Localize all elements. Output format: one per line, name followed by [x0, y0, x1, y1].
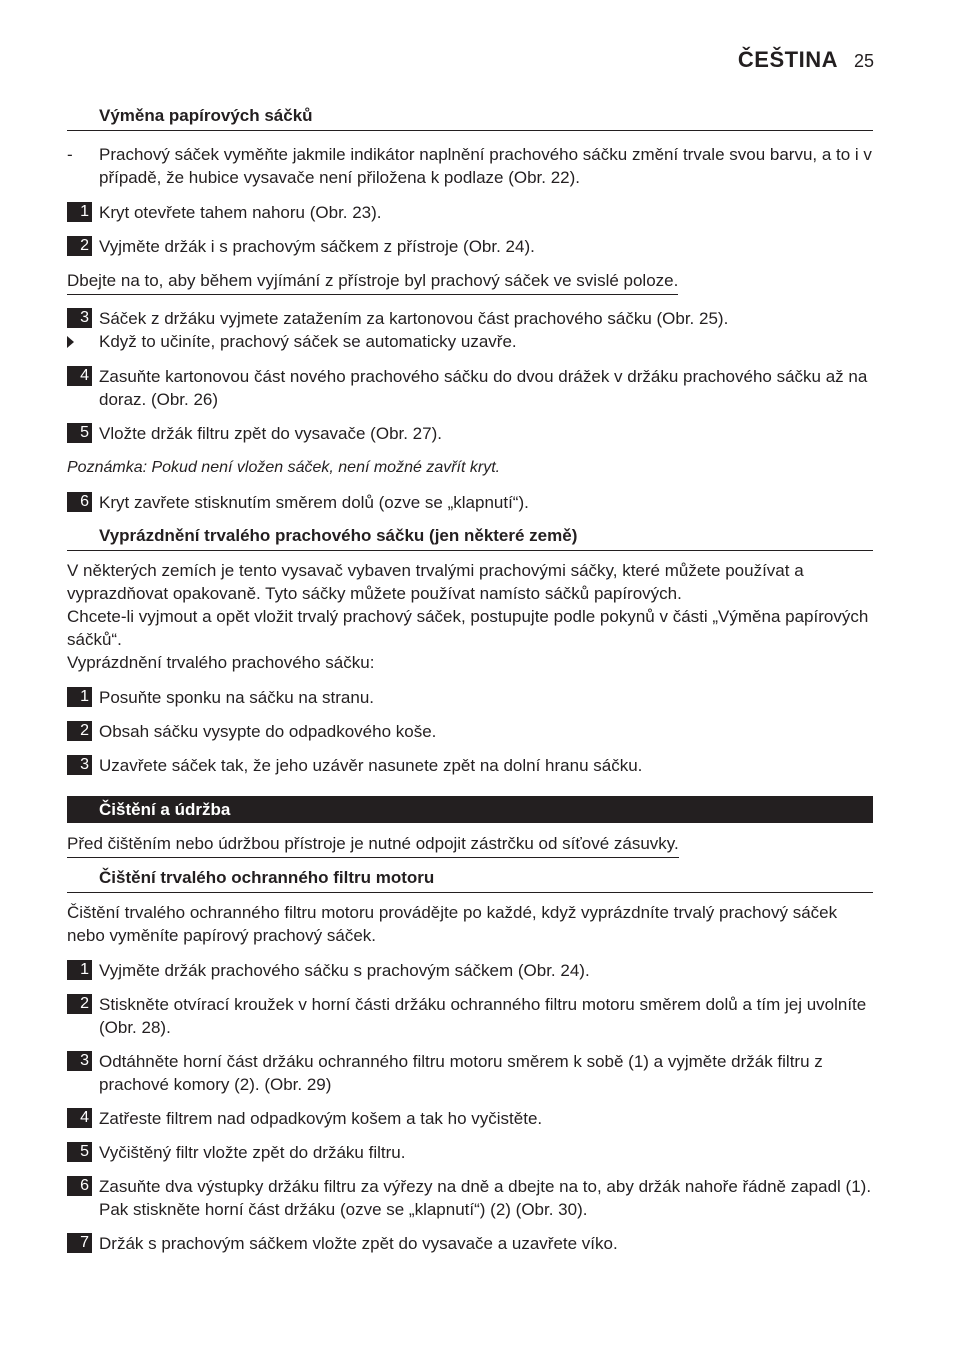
- step-text: Držák s prachovým sáčkem vložte zpět do vysavače a uzavřete víko.: [99, 1234, 618, 1253]
- step-number: 4: [67, 1108, 92, 1128]
- step-item: [67, 993, 873, 1039]
- step-number: 6: [67, 492, 92, 512]
- step-text: Vyjměte držák prachového sáčku s prachovým sáčkem (Obr. 24).: [99, 961, 590, 980]
- step-text: Odtáhněte horní část držáku ochranného filtru motoru směrem k sobě (1) a vyjměte držák filtru z prachové komory (2). (Obr. 29): [99, 1052, 823, 1094]
- step-item: [67, 491, 873, 514]
- paragraph: Vyprázdnění trvalého prachového sáčku:: [67, 653, 375, 672]
- step-item: [67, 201, 873, 224]
- step-text: Kryt zavřete stisknutím směrem dolů (ozve se „klapnutí“).: [99, 493, 529, 512]
- step-item: [67, 235, 873, 258]
- step-text: Vložte držák filtru zpět do vysavače (Obr. 27).: [99, 424, 442, 443]
- step-item: [67, 959, 873, 982]
- step-number: 2: [67, 236, 92, 256]
- paragraph: Chcete-li vyjmout a opět vložit trvalý prachový sáček, postupujte podle pokynů v části „Výměna papírových sáčků“.: [67, 607, 869, 649]
- page-header: [738, 47, 874, 75]
- step-text: Sáček z držáku vyjmete zatažením za kartonovou část prachového sáčku (Obr. 25).: [99, 309, 729, 328]
- section-title-cleaning: Čištění a údržba: [67, 796, 873, 823]
- step-number: 3: [67, 308, 92, 328]
- step-number: 3: [67, 1051, 92, 1071]
- warning-text: Před čištěním nebo údržbou přístroje je nutné odpojit zástrčku od síťové zásuvky.: [67, 832, 679, 858]
- step-number: 2: [67, 994, 92, 1014]
- step-number: 4: [67, 366, 92, 386]
- paragraph: Čištění trvalého ochranného filtru motoru provádějte po každé, když vyprázdníte trvalý prachový sáček nebo vyměníte papírový prachový sáček.: [67, 903, 838, 945]
- warning-text: Dbejte na to, aby během vyjímání z přístroje byl prachový sáček ve svislé poloze.: [67, 269, 678, 295]
- section-title-paper-bags: Výměna papírových sáčků: [67, 104, 873, 131]
- step-number: 6: [67, 1176, 92, 1196]
- step-number: 5: [67, 423, 92, 443]
- paragraph: V některých zemích je tento vysavač vybaven trvalými prachovými sáčky, které můžete používat a vyprazdňovat opakovaně. Tyto sáčky můžete používat namísto sáčků papírových.: [67, 561, 804, 603]
- step-item: [67, 1107, 873, 1130]
- step-number: 3: [67, 755, 92, 775]
- step-text: Stiskněte otvírací kroužek v horní části držáku ochranného filtru motoru směrem dolů a tím jej uvolníte (Obr. 28).: [99, 995, 867, 1037]
- page-number: 25: [853, 51, 874, 71]
- step-number: 5: [67, 1142, 92, 1162]
- result-text: Když to učiníte, prachový sáček se automaticky uzavře.: [99, 332, 517, 351]
- step-item: [67, 1141, 873, 1164]
- step-number: 1: [67, 687, 92, 707]
- step-number: 1: [67, 960, 92, 980]
- step-item: [67, 307, 873, 330]
- step-item: [67, 720, 873, 743]
- step-text: Obsah sáčku vysypte do odpadkového koše.: [99, 722, 437, 741]
- language-label: ČEŠTINA: [737, 47, 838, 72]
- page-content: [67, 104, 873, 1266]
- dash-bullet: [67, 143, 873, 189]
- bullet-text: Prachový sáček vyměňte jakmile indikátor naplnění prachového sáčku změní trvale svou barvu, a to i v případě, že hubice vysavače není přiložena k podlaze (Obr. 22).: [99, 145, 872, 187]
- step-text: Vyčištěný filtr vložte zpět do držáku filtru.: [99, 1143, 406, 1162]
- section-title-permanent-bag: Vyprázdnění trvalého prachového sáčku (jen některé země): [67, 524, 873, 551]
- step-text: Zasuňte kartonovou část nového prachového sáčku do dvou drážek v držáku prachového sáčku až na doraz. (Obr. 26): [99, 367, 868, 409]
- step-item: [67, 1050, 873, 1096]
- step-text: Zasuňte dva výstupky držáku filtru za výřezy na dně a dbejte na to, aby držák nahoře řádně zapadl (1). Pak stiskněte horní část držáku (ozve se „klapnutí“) (2) (Obr. 30).: [99, 1177, 872, 1219]
- step-text: Vyjměte držák i s prachovým sáčkem z přístroje (Obr. 24).: [99, 237, 535, 256]
- step-text: Zatřeste filtrem nad odpadkovým košem a tak ho vyčistěte.: [99, 1109, 543, 1128]
- step-text: Uzavřete sáček tak, že jeho uzávěr nasunete zpět na dolní hranu sáčku.: [99, 756, 643, 775]
- section-title-motor-filter: Čištění trvalého ochranného filtru motoru: [67, 866, 873, 893]
- result-item: [67, 330, 873, 353]
- step-text: Kryt otevřete tahem nahoru (Obr. 23).: [99, 203, 382, 222]
- result-arrow-icon: [67, 336, 74, 348]
- step-number: 1: [67, 202, 92, 222]
- step-number: 2: [67, 721, 92, 741]
- step-item: [67, 365, 873, 411]
- step-item: [67, 686, 873, 709]
- step-text: Posuňte sponku na sáčku na stranu.: [99, 688, 375, 707]
- step-item: [67, 1232, 873, 1255]
- step-item: [67, 754, 873, 777]
- note-text: Poznámka: Pokud není vložen sáček, není možné zavřít kryt.: [67, 459, 501, 476]
- step-number: 7: [67, 1233, 92, 1253]
- step-item: [67, 422, 873, 445]
- dash-marker: -: [67, 145, 73, 164]
- step-item: [67, 1175, 873, 1221]
